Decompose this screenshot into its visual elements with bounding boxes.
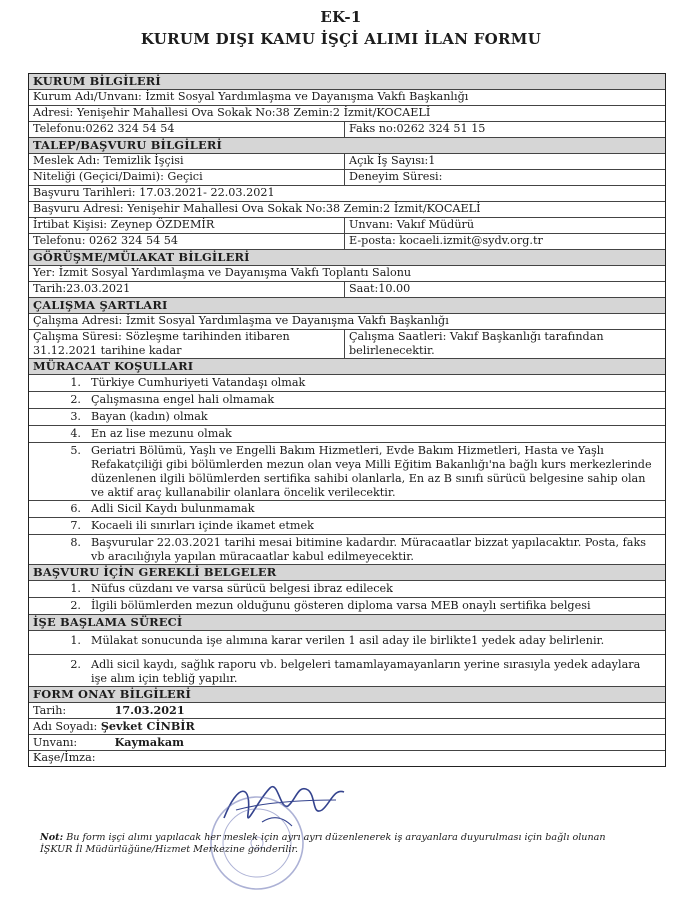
irtibat-unvani: Unvanı: Vakıf Müdürü <box>349 218 475 231</box>
onay-imza-label: Kaşe/İmza: <box>33 751 96 764</box>
onay-adi-label: Adı Soyadı: <box>33 720 98 733</box>
gorusme-tarih: Tarih:23.03.2021 <box>29 282 345 297</box>
section-header-belgeler: BAŞVURU İÇİN GEREKLİ BELGELER <box>29 565 665 581</box>
form-note: Not: Bu form işçi alımı yapılacak her meslek için ayrı ayrı düzenlenerek iş arayanlara duyurulması için bağlı olunan İŞKUR İl Müdürlüğüne/Hizmet Merkezine gönderilir. <box>40 832 606 855</box>
acik-is-sayisi: Açık İş Sayısı:1 <box>349 154 436 167</box>
onay-tarih-value: 17.03.2021 <box>114 703 185 717</box>
list-item: 1. Türkiye Cumhuriyeti Vatandaşı olmak <box>29 375 665 392</box>
onay-adi-value: Şevket CİNBİR <box>100 719 195 733</box>
announcement-form <box>28 73 666 767</box>
onay-unvani-label: Unvanı: <box>33 736 78 749</box>
list-item: 2. İlgili bölümlerden mezun olduğunu gösteren diploma varsa MEB onaylı sertifika belgesi <box>29 598 665 615</box>
list-item: 2. Adli sicil kaydı, sağlık raporu vb. belgeleri tamamlayamayanların yerine sırasıyla yedek adaylara işe alım için tebliğ yapılır. <box>29 655 665 687</box>
list-item: 3. Bayan (kadın) olmak <box>29 409 665 426</box>
calisma-suresi: Çalışma Süresi: Sözleşme tarihinden itibaren 31.12.2021 tarihine kadar <box>29 330 345 358</box>
list-item: 7. Kocaeli ili sınırları içinde ikamet etmek <box>29 518 665 535</box>
section-header-ise-baslama: İŞE BAŞLAMA SÜRECİ <box>29 615 665 631</box>
calisma-saatleri: Çalışma Saatleri: Vakıf Başkanlığı tarafından belirlenecektir. <box>349 330 604 357</box>
kurum-telefon: Telefonu:0262 324 54 54 <box>29 122 345 137</box>
section-header-muracaat: MÜRACAAT KOŞULLARI <box>29 359 665 375</box>
kurum-adres: Adresi: Yenişehir Mahallesi Ova Sokak No:38 Zemin:2 İzmit/KOCAELİ <box>33 106 431 119</box>
niteligi: Niteliği (Geçici/Daimi): Geçici <box>29 170 345 185</box>
section-header-talep: TALEP/BAŞVURU BİLGİLERİ <box>29 138 665 154</box>
basvuru-adresi: Başvuru Adresi: Yenişehir Mahallesi Ova Sokak No:38 Zemin:2 İzmit/KOCAELİ <box>33 202 481 215</box>
onay-tarih-label: Tarih: <box>33 704 67 717</box>
list-item: 1. Nüfus cüzdanı ve varsa sürücü belgesi ibraz edilecek <box>29 581 665 598</box>
list-item: 8. Başvurular 22.03.2021 tarihi mesai bitimine kadardır. Müracaatlar bizzat yapılacaktır. Posta, faks vb aracılığıyla yapılan müracaatlar kabul edilmeyecektir. <box>29 535 665 565</box>
deneyim-suresi: Deneyim Süresi: <box>349 170 443 183</box>
gorusme-saat: Saat:10.00 <box>349 282 411 295</box>
list-item: 6. Adli Sicil Kaydı bulunmamak <box>29 501 665 518</box>
basvuru-tarihleri: Başvuru Tarihleri: 17.03.2021- 22.03.2021 <box>33 186 275 199</box>
list-item: 5. Geriatri Bölümü, Yaşlı ve Engelli Bakım Hizmetleri, Evde Bakım Hizmetleri, Hasta ve Yaşlı Refakatçiliği gibi bölümlerden mezun olan veya Milli Eğitim Bakanlığı'na bağlı kurs merkezlerinde düzenlenen ilgili bölümlerden sertifika sahibi olanlarla, En az B sınıfı sürücü belgesine sahip olan ve aktif araç kullanabilir olanlara öncelik verilecektir. <box>29 443 665 501</box>
section-header-calisma: ÇALIŞMA ŞARTLARI <box>29 298 665 314</box>
gorusme-yer: Yer: İzmit Sosyal Yardımlaşma ve Dayanışma Vakfı Toplantı Salonu <box>33 266 412 279</box>
meslek-adi: Meslek Adı: Temizlik İşçisi <box>29 154 345 169</box>
document-title: KURUM DIŞI KAMU İŞÇİ ALIMI İLAN FORMU <box>140 30 542 48</box>
calisma-adresi: Çalışma Adresi: İzmit Sosyal Yardımlaşma ve Dayanışma Vakfı Başkanlığı <box>33 314 449 327</box>
document-code: EK-1 <box>320 8 362 26</box>
list-item: 2. Çalışmasına engel hali olmamak <box>29 392 665 409</box>
kurum-faks: Faks no:0262 324 51 15 <box>349 122 486 135</box>
section-header-kurum: KURUM BİLGİLERİ <box>29 74 665 90</box>
onay-unvani-value: Kaymakam <box>114 735 184 749</box>
list-item: 4. En az lise mezunu olmak <box>29 426 665 443</box>
list-item: 1. Mülakat sonucunda işe alımına karar verilen 1 asil aday ile birlikte1 yedek aday belirlenir. <box>29 631 665 655</box>
kurum-adi: Kurum Adı/Unvanı: İzmit Sosyal Yardımlaşma ve Dayanışma Vakfı Başkanlığı <box>33 90 469 103</box>
talep-telefon: Telefonu: 0262 324 54 54 <box>29 234 345 249</box>
section-header-onay: FORM ONAY BİLGİLERİ <box>29 687 665 703</box>
section-header-gorusme: GÖRÜŞME/MÜLAKAT BİLGİLERİ <box>29 250 665 266</box>
talep-eposta: E-posta: kocaeli.izmit@sydv.org.tr <box>349 234 543 247</box>
irtibat-kisisi: İrtibat Kişisi: Zeynep ÖZDEMİR <box>29 218 345 233</box>
